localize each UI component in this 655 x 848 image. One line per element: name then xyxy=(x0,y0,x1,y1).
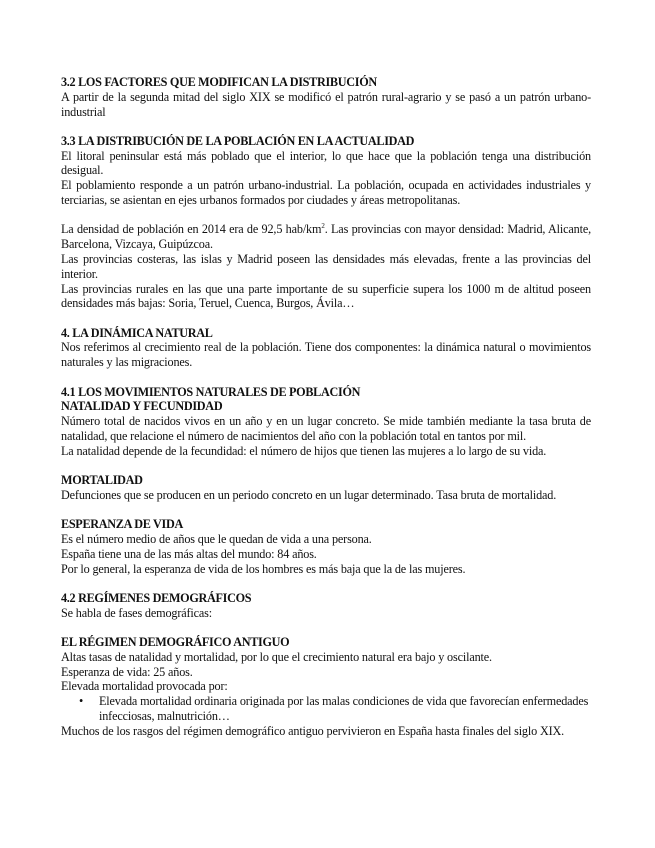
section-4-2 xyxy=(61,591,591,621)
paragraph: Por lo general, la esperanza de vida de los hombres es más baja que la de las mujeres. xyxy=(61,561,466,576)
paragraph: Las provincias costeras, las islas y Madrid poseen las densidades más elevadas, frente a las provincias del interior. xyxy=(61,251,591,281)
paragraph: Muchos de los rasgos del régimen demográfico antiguo pervivieron en España hasta finales del siglo XIX. xyxy=(61,723,565,738)
list-item-text: Elevada mortalidad ordinaria originada por las malas condiciones de vida que favorecían enfermedades infecciosas, malnutrición… xyxy=(99,694,589,723)
paragraph xyxy=(61,222,591,252)
document-page xyxy=(61,75,591,753)
superscript: 2 xyxy=(321,222,325,231)
paragraph: Las provincias rurales en las que una parte importante de su superficie supera los 1000 m de altitud poseen densidades más bajas: Soria, Teruel, Cuenca, Burgos, Ávila… xyxy=(61,281,591,311)
section-heading: 4.2 REGÍMENES DEMOGRÁFICOS xyxy=(61,590,252,605)
section-heading: MORTALIDAD xyxy=(61,473,143,488)
section-heading: 4. LA DINÁMICA NATURAL xyxy=(61,325,213,340)
density-block xyxy=(61,222,591,311)
bullet-list xyxy=(61,694,591,724)
section-3-2 xyxy=(61,75,591,119)
density-text-cont: . Las provincias con mayor densidad: Madrid, Alicante, Barcelona, Vizcaya, Guipúzcoa. xyxy=(61,222,592,252)
section-heading: EL RÉGIMEN DEMOGRÁFICO ANTIGUO xyxy=(61,634,290,649)
paragraph: Se habla de fases demográficas: xyxy=(61,605,213,620)
paragraph: Esperanza de vida: 25 años. xyxy=(61,664,193,679)
paragraph: La natalidad depende de la fecundidad: el número de hijos que tienen las mujeres a lo largo de su vida. xyxy=(61,443,547,458)
bullet-icon: • xyxy=(79,694,84,709)
section-4-1 xyxy=(61,385,591,459)
paragraph: Nos referimos al crecimiento real de la población. Tiene dos componentes: la dinámica natural o movimientos naturales y las migraciones. xyxy=(61,340,591,370)
paragraph: Número total de nacidos vivos en un año y en un lugar concreto. Se mide también mediante la tasa bruta de natalidad, que relacione el número de nacimientos del año con la población total en tantos por mil. xyxy=(61,414,591,443)
paragraph: Altas tasas de natalidad y mortalidad, por lo que el crecimiento natural era bajo y oscilante. xyxy=(61,649,492,664)
paragraph: El litoral peninsular está más poblado que el interior, lo que hace que la población tenga una distribución desigual. xyxy=(61,148,591,178)
section-heading: 4.1 LOS MOVIMIENTOS NATURALES DE POBLACIÓN xyxy=(61,384,361,399)
section-heading: ESPERANZA DE VIDA xyxy=(61,517,183,532)
section-3-3 xyxy=(61,134,591,208)
paragraph: Defunciones que se producen en un periodo concreto en un lugar determinado. Tasa bruta de mortalidad. xyxy=(61,487,557,502)
paragraph: A partir de la segunda mitad del siglo XIX se modificó el patrón rural-agrario y se pasó a un patrón urbano-industrial xyxy=(61,89,591,119)
paragraph: España tiene una de las más altas del mundo: 84 años. xyxy=(61,546,317,561)
paragraph: El poblamiento responde a un patrón urbano-industrial. La población, ocupada en actividades industriales y terciarias, se asientan en ejes urbanos formados por ciudades y áreas metropolitanas. xyxy=(61,178,591,208)
subsection-heading: NATALIDAD Y FECUNDIDAD xyxy=(61,399,223,414)
density-text: La densidad de población en 2014 era de 92,5 hab/km xyxy=(61,222,322,237)
section-heading: 3.2 LOS FACTORES QUE MODIFICAN LA DISTRIBUCIÓN xyxy=(61,75,377,89)
section-regimen-antiguo xyxy=(61,635,591,739)
section-esperanza xyxy=(61,517,591,576)
section-heading: 3.3 LA DISTRIBUCIÓN DE LA POBLACIÓN EN LA ACTUALIDAD xyxy=(61,133,415,148)
list-item xyxy=(61,694,591,724)
paragraph: Es el número medio de años que le quedan de vida a una persona. xyxy=(61,531,372,546)
section-4 xyxy=(61,326,591,370)
section-mortalidad xyxy=(61,473,591,503)
paragraph: Elevada mortalidad provocada por: xyxy=(61,679,228,694)
